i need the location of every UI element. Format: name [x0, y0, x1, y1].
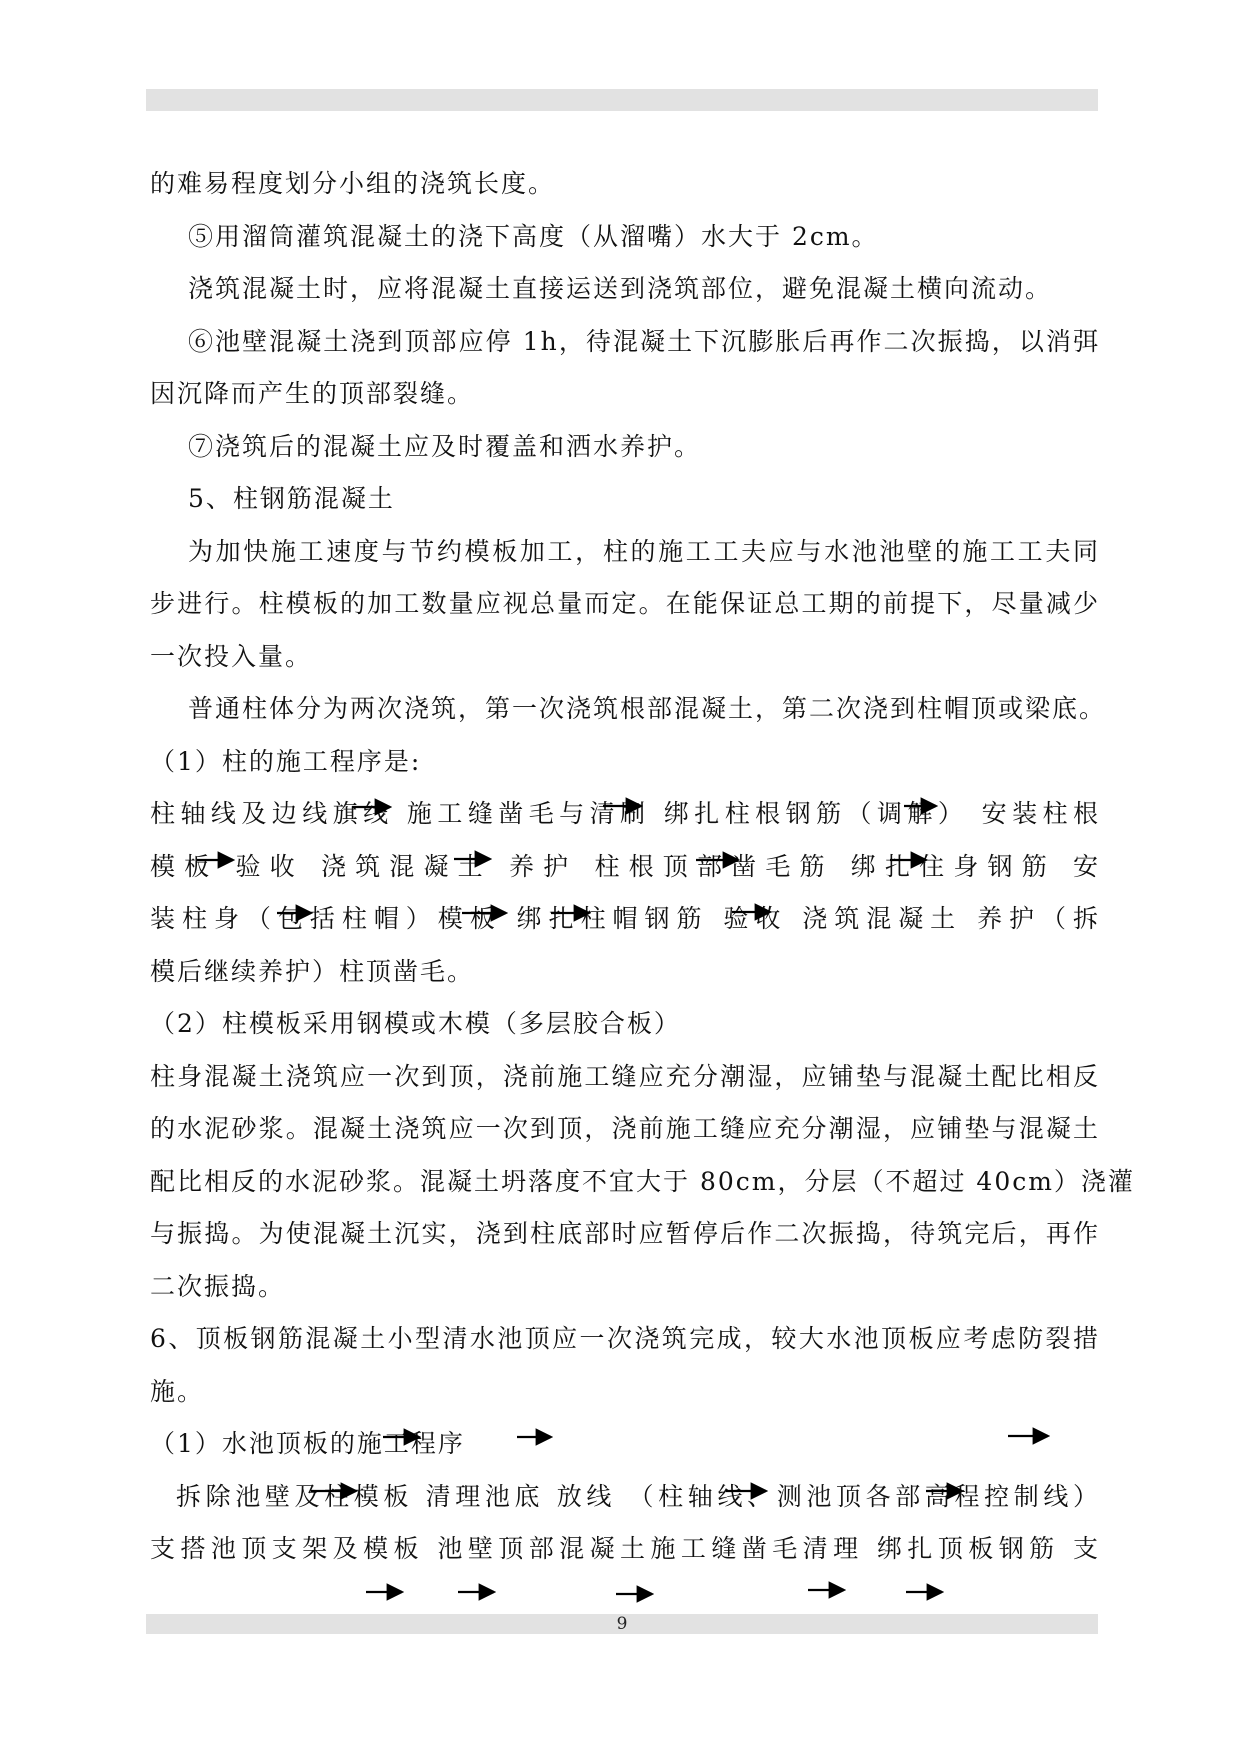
text-line: 二次振捣。 — [150, 1271, 286, 1301]
text-line: 普通柱体分为两次浇筑，第一次浇筑根部混凝土，第二次浇到柱帽顶或梁底。 — [188, 694, 1107, 723]
text-line: 步进行。柱模板的加工数量应视总量而定。在能保证总工期的前提下，尽量减少 — [150, 589, 1100, 618]
flow-line: 装柱身（包括柱帽）模板 绑扎柱帽钢筋 验收 浇筑混凝土 养护（拆 — [150, 904, 1100, 933]
flow-line: 支搭池顶支架及模板 池壁顶部混凝土施工缝凿毛清理 绑扎顶板钢筋 支 — [150, 1534, 1100, 1563]
page-number: 9 — [616, 1614, 628, 1634]
flow-line: 模后继续养护）柱顶凿毛。 — [150, 956, 475, 986]
text-line: ⑤用溜筒灌筑混凝土的浇下高度（从溜嘴）水大于 2cm。 — [188, 221, 879, 251]
section-heading: 5、柱钢筋混凝土 — [188, 484, 395, 513]
subsection-heading: （1）柱的施工程序是: — [150, 746, 422, 776]
subsection-heading: （1）水池顶板的施工程序 — [150, 1429, 465, 1458]
text-line: 的难易程度划分小组的浇筑长度。 — [150, 169, 556, 198]
flow-line: 柱轴线及边线旗线 施工缝凿毛与清刷 绑扎柱根钢筋（调解） 安装柱根 — [150, 799, 1100, 828]
text-line: 的水泥砂浆。混凝土浇筑应一次到顶，浇前施工缝应充分潮湿，应铺垫与混凝土 — [150, 1114, 1100, 1143]
text-line: 柱身混凝土浇筑应一次到顶，浇前施工缝应充分潮湿，应铺垫与混凝土配比相反 — [150, 1061, 1100, 1091]
text-line: 配比相反的水泥砂浆。混凝土坍落度不宜大于 80cm，分层（不超过 40cm）浇灌 — [150, 1166, 1135, 1196]
text-line: 施。 — [150, 1376, 205, 1406]
document-body — [150, 158, 1135, 1576]
text-line: 与振捣。为使混凝土沉实，浇到柱底部时应暂停后作二次振捣，待筑完后，再作 — [150, 1219, 1100, 1248]
subsection-heading: （2）柱模板采用钢模或木模（多层胶合板） — [150, 1009, 681, 1038]
header-band — [146, 89, 1098, 111]
text-line: 一次投入量。 — [150, 641, 313, 671]
section-heading: 6、顶板钢筋混凝土小型清水池顶应一次浇筑完成，较大水池顶板应考虑防裂措 — [150, 1324, 1100, 1353]
text-line: 因沉降而产生的顶部裂缝。 — [150, 379, 475, 408]
text-line: ⑦浇筑后的混凝土应及时覆盖和洒水养护。 — [188, 431, 702, 461]
text-line: ⑥池壁混凝土浇到顶部应停 1h，待混凝土下沉膨胀后再作二次振捣，以消弭 — [188, 326, 1100, 356]
flow-line: 拆除池壁及柱模板 清理池底 放线 （柱轴线、测池顶各部高程控制线） — [176, 1481, 1100, 1511]
text-line: 为加快施工速度与节约模板加工，柱的施工工夫应与水池池壁的施工工夫同 — [188, 536, 1100, 566]
text-line: 浇筑混凝土时，应将混凝土直接运送到浇筑部位，避免混凝土横向流动。 — [188, 274, 1053, 303]
flow-line: 模板 验收 浇筑混凝土 养护 柱根顶部凿毛筋 绑扎住身钢筋 安 — [150, 851, 1100, 881]
